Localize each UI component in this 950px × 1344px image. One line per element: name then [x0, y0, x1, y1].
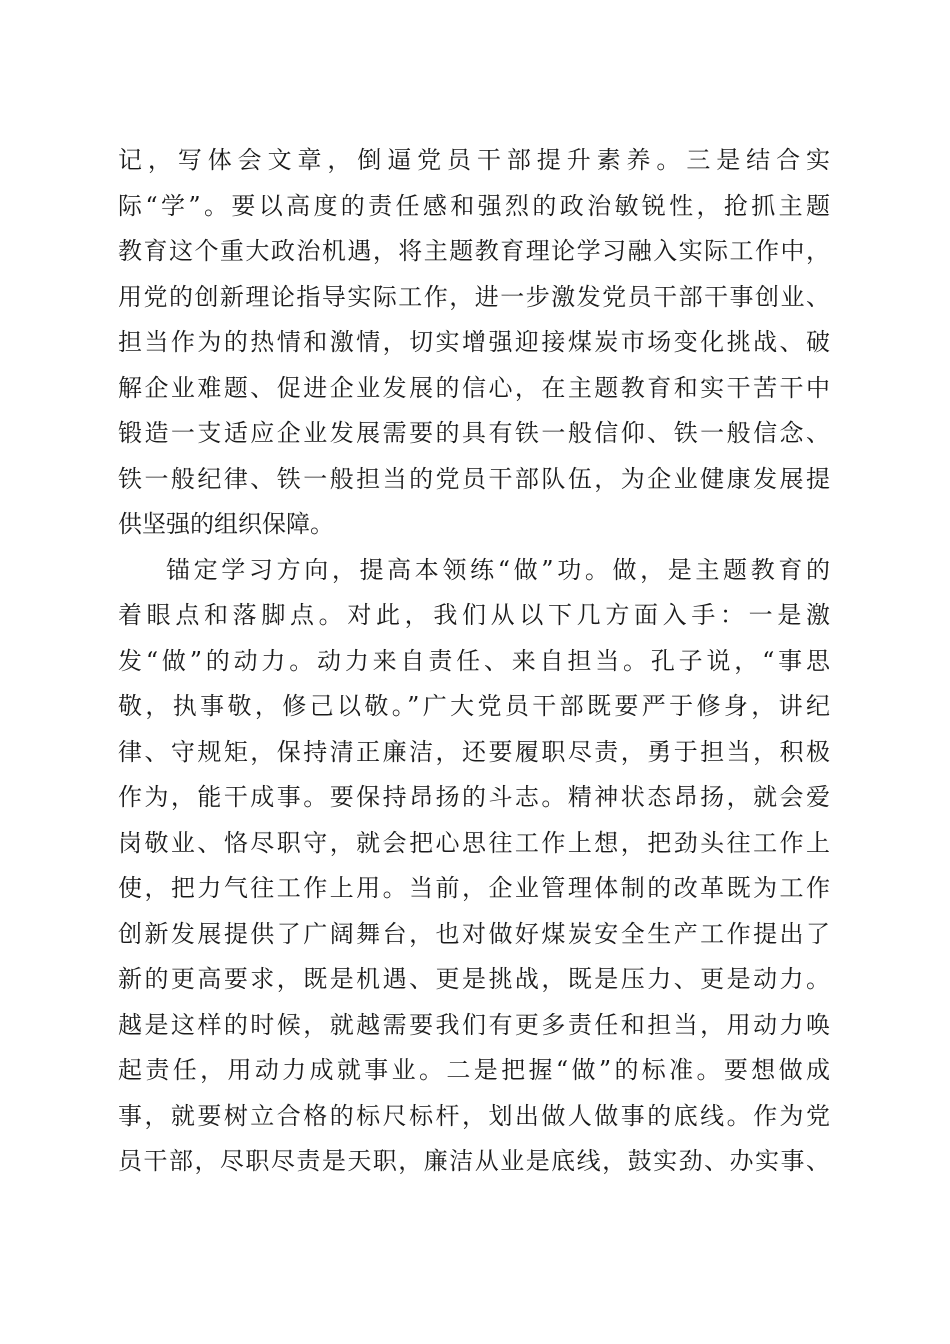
text-line: 员干部，尽职尽责是天职，廉洁从业是底线，鼓实劲、办实事、: [118, 1147, 830, 1175]
paragraph-end-line: 供坚强的组织保障。: [118, 510, 334, 538]
body-text: [118, 138, 830, 1185]
paragraph-start-line: 锚定学习方向，提高本领练“做”功。做，是主题教育的: [166, 555, 830, 584]
text-line: 用党的创新理论指导实际工作，进一步激发党员干部干事创业、: [118, 282, 830, 311]
text-line: 敬，执事敬，修己以敬。”广大党员干部既要严于修身，讲纪: [118, 692, 830, 720]
text-line: 担当作为的热情和激情，切实增强迎接煤炭市场变化挑战、破: [118, 328, 830, 356]
text-line: 岗敬业、恪尽职守，就会把心思往工作上想，把劲头往工作上: [118, 828, 830, 857]
text-line: 创新发展提供了广阔舞台，也对做好煤炭安全生产工作提出了: [118, 919, 830, 948]
text-line: 锻造一支适应企业发展需要的具有铁一般信仰、铁一般信念、: [118, 419, 830, 447]
text-line: 铁一般纪律、铁一般担当的党员干部队伍，为企业健康发展提: [118, 464, 830, 493]
text-line: 作为，能干成事。要保持昂扬的斗志。精神状态昂扬，就会爱: [118, 783, 830, 811]
text-line: 解企业难题、促进企业发展的信心，在主题教育和实干苦干中: [118, 373, 830, 402]
text-line: 使，把力气往工作上用。当前，企业管理体制的改革既为工作: [118, 874, 830, 902]
text-line: 发“做”的动力。动力来自责任、来自担当。孔子说，“事思: [118, 646, 830, 675]
text-line: 事，就要树立合格的标尺标杆，划出做人做事的底线。作为党: [118, 1101, 830, 1130]
text-line: 记，写体会文章，倒逼党员干部提升素养。三是结合实: [118, 146, 830, 174]
text-line: 越是这样的时候，就越需要我们有更多责任和担当，用动力唤: [118, 1010, 830, 1039]
text-line: 律、守规矩，保持清正廉洁，还要履职尽责，勇于担当，积极: [118, 737, 830, 766]
text-line: 教育这个重大政治机遇，将主题教育理论学习融入实际工作中，: [118, 237, 830, 265]
text-line: 新的更高要求，既是机遇、更是挑战，既是压力、更是动力。: [118, 965, 830, 993]
text-line: 际“学”。要以高度的责任感和强烈的政治敏锐性，抢抓主题: [118, 191, 830, 220]
text-line: 着眼点和落脚点。对此，我们从以下几方面入手：一是激: [118, 601, 830, 629]
text-line: 起责任，用动力成就事业。二是把握“做”的标准。要想做成: [118, 1056, 830, 1084]
